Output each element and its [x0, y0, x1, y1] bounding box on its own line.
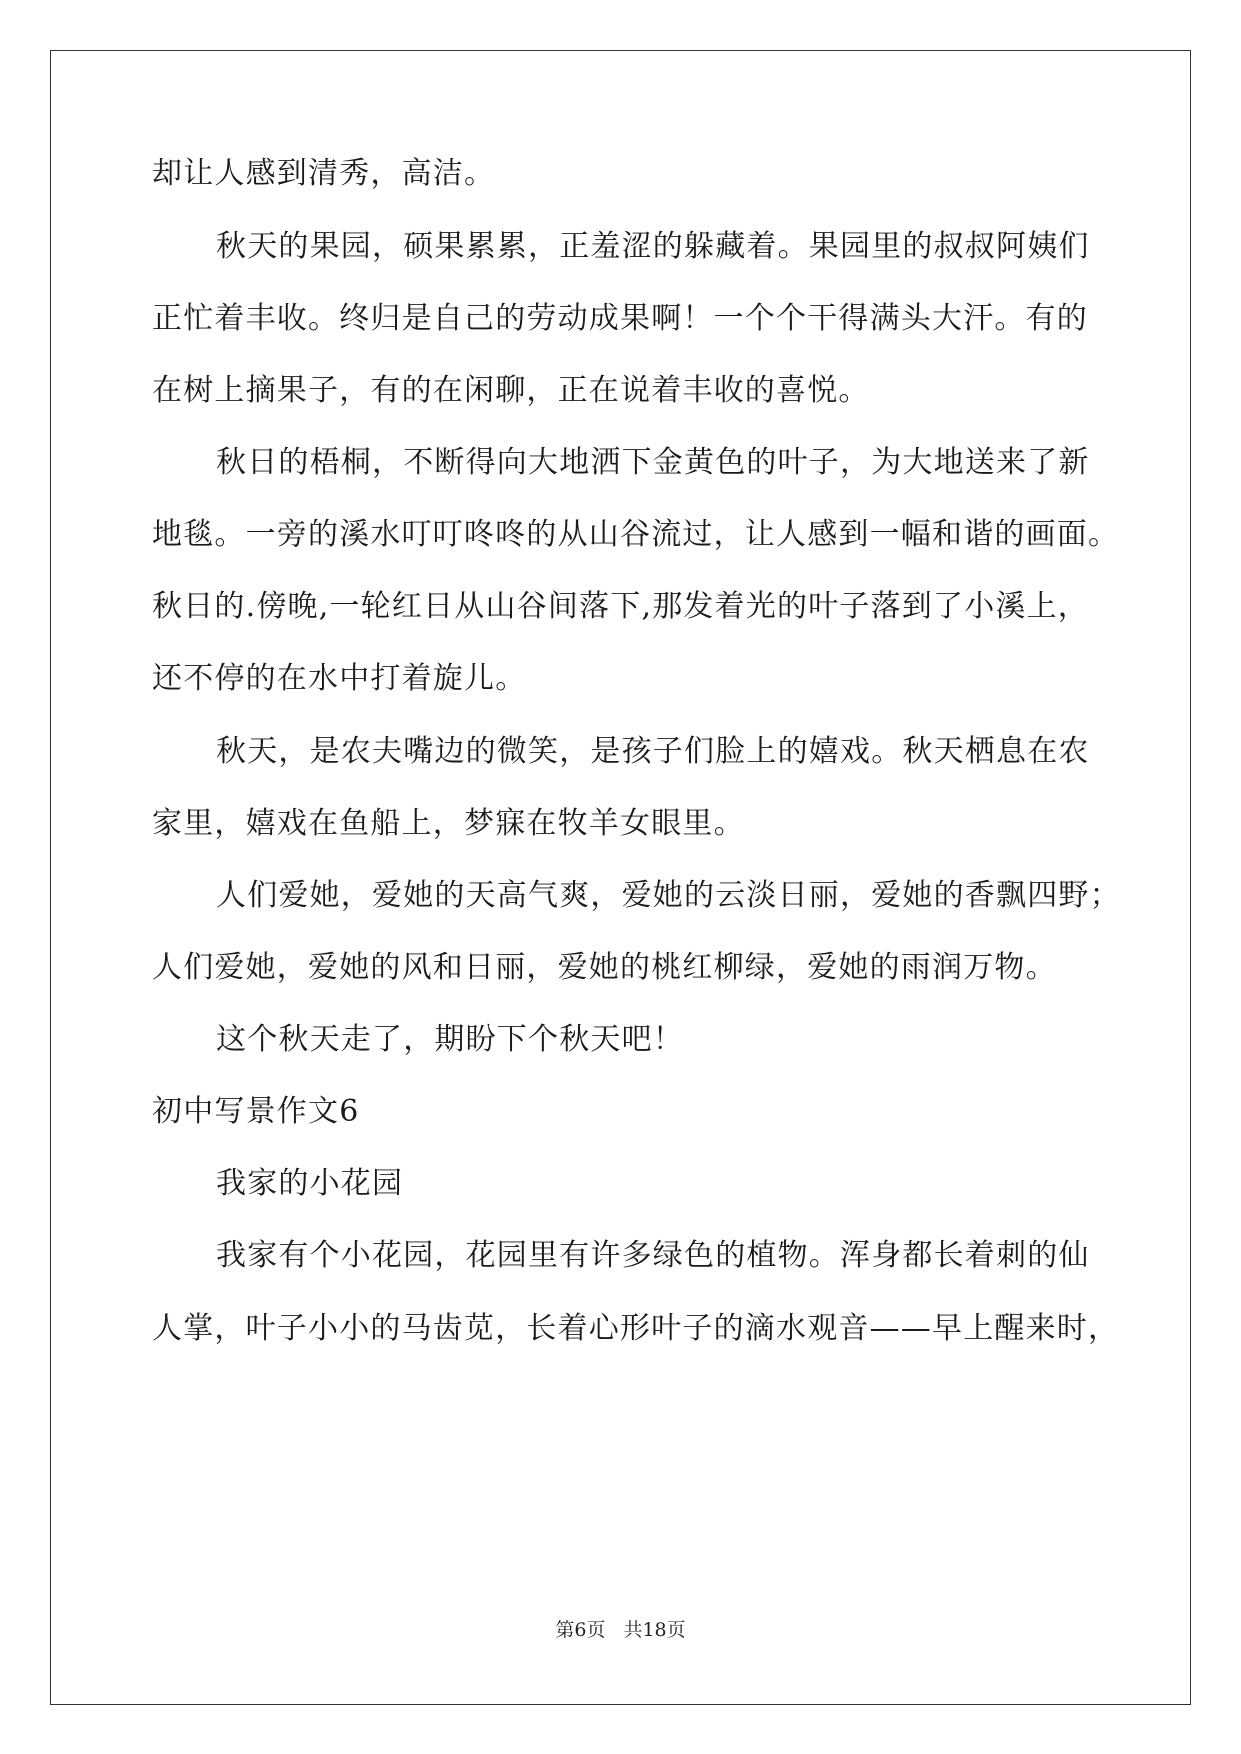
paragraph-line: 秋天，是农夫嘴边的微笑，是孩子们脸上的嬉戏。秋天栖息在农	[216, 734, 1090, 769]
paragraph-line: 地毯。一旁的溪水叮叮咚咚的从山谷流过，让人感到一幅和谐的画面。	[152, 517, 1120, 552]
paragraph-line: 秋日的.傍晚,一轮红日从山谷间落下,那发着光的叶子落到了小溪上，	[152, 589, 1090, 624]
paragraph-line: 还不停的在水中打着旋儿。	[152, 661, 527, 696]
section-heading: 初中写景作文6	[152, 1094, 360, 1129]
paragraph-line: 在树上摘果子，有的在闲聊，正在说着丰收的喜悦。	[152, 373, 870, 408]
paragraph-line: 家里，嬉戏在鱼船上，梦寐在牧羊女眼里。	[152, 806, 745, 841]
essay-title: 我家的小花园	[216, 1166, 404, 1201]
paragraph-line: 人们爱她，爱她的天高气爽，爱她的云淡日丽，爱她的香飘四野；	[216, 878, 1121, 913]
paragraph-line: 人们爱她，爱她的风和日丽，爱她的桃红柳绿，爱她的雨润万物。	[152, 950, 1057, 985]
page-total: 共18页	[623, 1619, 686, 1641]
page-number: 第6页	[555, 1619, 606, 1641]
paragraph-line: 却让人感到清秀，高洁。	[152, 156, 496, 191]
paragraph-line: 这个秋天走了，期盼下个秋天吧！	[216, 1022, 684, 1057]
paragraph-line: 人掌，叶子小小的马齿苋，长着心形叶子的滴水观音——早上醒来时，	[152, 1311, 1120, 1346]
paragraph-line: 秋日的梧桐，不断得向大地洒下金黄色的叶子，为大地送来了新	[216, 445, 1090, 480]
paragraph-line: 秋天的果园，硕果累累，正羞涩的躲藏着。果园里的叔叔阿姨们	[216, 229, 1090, 264]
paragraph-line: 正忙着丰收。终归是自己的劳动成果啊！一个个干得满头大汗。有的	[152, 301, 1088, 336]
page-footer	[0, 1618, 1241, 1642]
paragraph-line: 我家有个小花园，花园里有许多绿色的植物。浑身都长着刺的仙	[216, 1238, 1090, 1273]
